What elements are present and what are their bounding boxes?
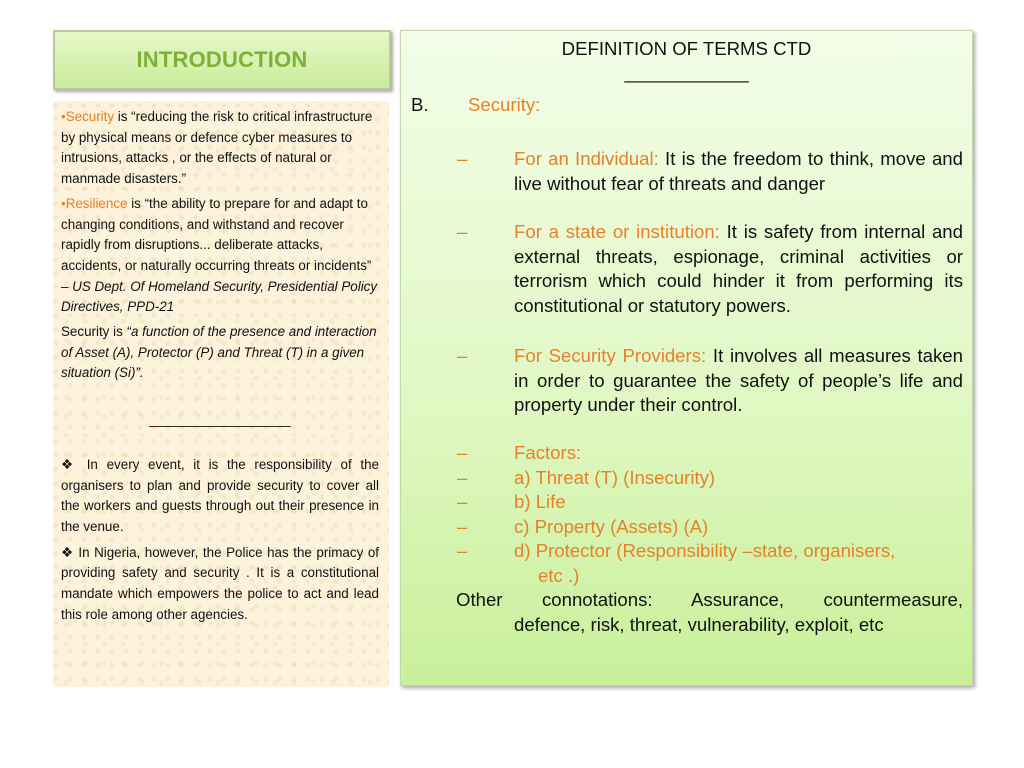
factors-heading: Factors: bbox=[514, 442, 582, 463]
left-text-panel bbox=[53, 101, 389, 687]
item-state bbox=[514, 220, 963, 318]
dash-factors: – bbox=[457, 442, 468, 463]
security-term: •Security bbox=[61, 109, 115, 124]
factor-life: b) Life bbox=[514, 491, 566, 512]
factor-threat: a) Threat (T) (Insecurity) bbox=[514, 467, 716, 488]
item-providers-label: For Security Providers: bbox=[514, 345, 707, 366]
dash-factor-c: – bbox=[457, 516, 468, 537]
security-function-definition bbox=[61, 322, 379, 384]
introduction-header bbox=[53, 30, 391, 90]
security-definition-text: is “reducing the risk to critical infrastructure by physical means or defence cyber measures to intrusions, attacks , or the effects of natural or manmade disasters.” bbox=[61, 109, 373, 187]
title-underline: ____________ bbox=[624, 62, 749, 83]
item-individual-label: For an Individual: bbox=[514, 148, 659, 169]
organiser-responsibility-bullet: ❖ In every event, it is the responsibility of the organisers to plan and provide security to cover all the workers and guests through out their presence in the venue. bbox=[61, 456, 379, 534]
other-connotations-line2: defence, risk, threat, vulnerability, exploit, etc bbox=[514, 614, 884, 635]
factor-protector-cont: etc .) bbox=[538, 565, 580, 586]
section-number: B. bbox=[411, 94, 429, 115]
item-state-label: For a state or institution: bbox=[514, 221, 720, 242]
dash-factor-d: – bbox=[457, 540, 468, 561]
factor-protector: d) Protector (Responsibility –state, organisers, bbox=[514, 540, 896, 561]
item-individual-text: It is the freedom to think, move and live without fear of threats and danger bbox=[514, 148, 963, 194]
security-function-quote: “a function of the presence and interaction of Asset (A), Protector (P) and Threat (T) in a given situation (Si)”. bbox=[61, 324, 377, 381]
definition-title: DEFINITION OF TERMS CTD bbox=[561, 38, 812, 59]
resilience-term: •Resilience bbox=[61, 195, 128, 211]
resilience-definition bbox=[61, 194, 379, 318]
security-function-lead: Security is bbox=[61, 324, 127, 340]
section-divider: ___________________ bbox=[149, 412, 291, 428]
dash-providers: – bbox=[457, 345, 468, 366]
dash-state: – bbox=[457, 221, 468, 242]
item-individual bbox=[514, 147, 963, 196]
security-definition bbox=[61, 107, 379, 190]
item-providers bbox=[514, 344, 963, 418]
item-providers-text: It involves all measures taken in order to guarantee the safety of people’s life and property under their control. bbox=[514, 345, 963, 416]
section-label: Security: bbox=[468, 94, 541, 115]
introduction-title: INTRODUCTION bbox=[136, 47, 308, 72]
dash-individual: – bbox=[457, 148, 468, 169]
other-connotations-line1: Other connotations: Assurance, countermeasure, bbox=[456, 589, 963, 610]
resilience-source: US Dept. Of Homeland Security, Presidential Policy Directives, PPD-21 bbox=[61, 278, 378, 315]
dash-factor-a: – bbox=[457, 467, 468, 488]
resilience-definition-text: is “the ability to prepare for and adapt to changing conditions, and withstand and recover rapidly from disruptions... deliberate attacks, accidents, or naturally occurring threats or incidents” – bbox=[61, 195, 372, 294]
definition-panel bbox=[400, 30, 973, 686]
item-state-text: It is safety from internal and external threats, espionage, criminal activities or terrorism which could hinder it from performing its constitutional or statutory powers. bbox=[514, 221, 963, 316]
nigeria-police-bullet: ❖ In Nigeria, however, the Police has the primacy of providing safety and security . It is a constitutional mandate which empowers the police to act and lead this role among other agencies. bbox=[61, 544, 379, 622]
dash-factor-b: – bbox=[457, 491, 468, 512]
factor-property: c) Property (Assets) (A) bbox=[514, 516, 709, 537]
